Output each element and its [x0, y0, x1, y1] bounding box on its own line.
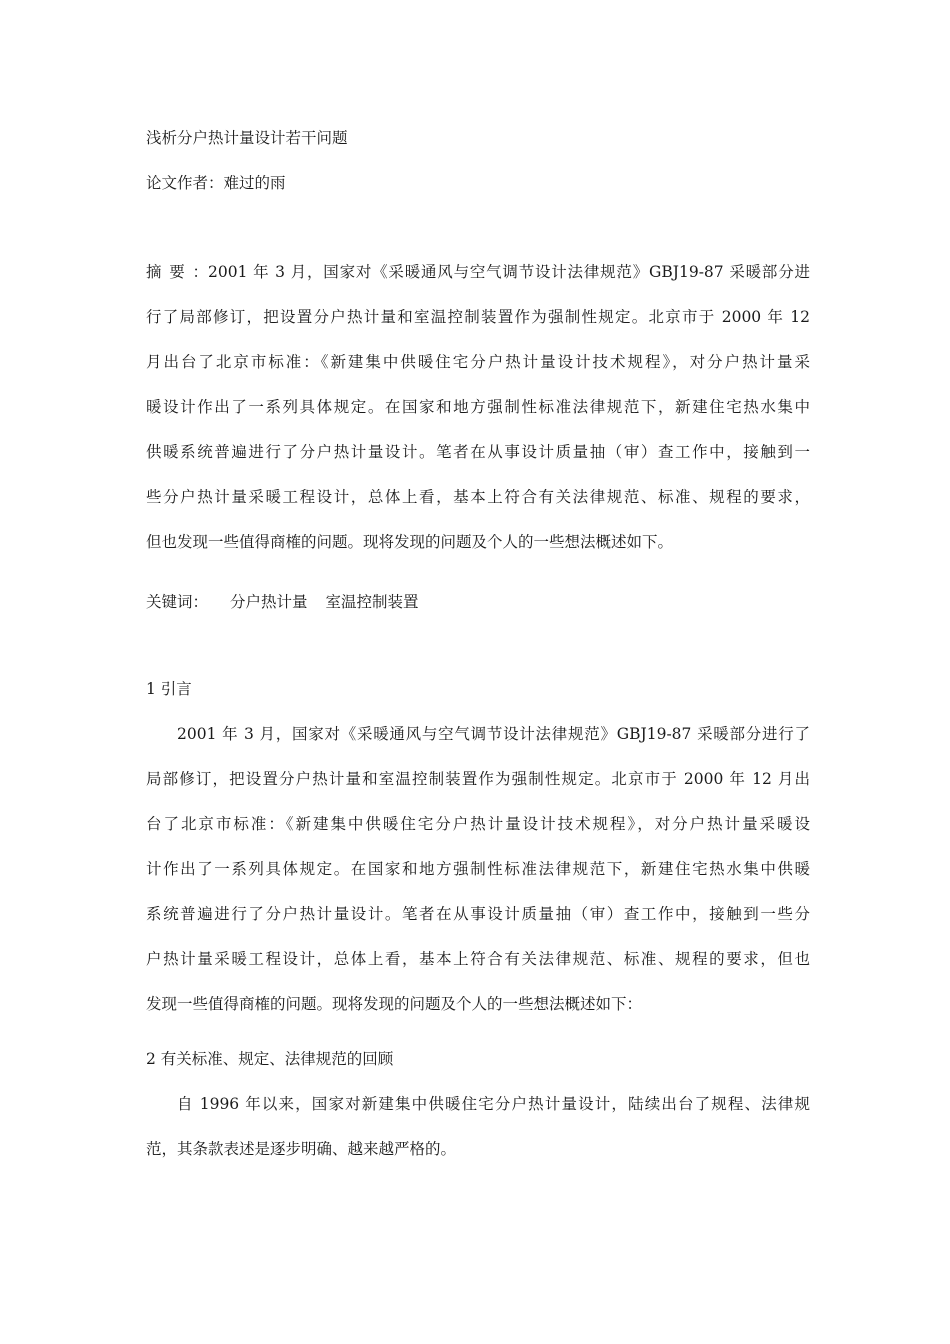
paragraph-line: 自 1996 年以来，国家对新建集中供暖住宅分户热计量设计，陆续出台了规程、法律规 — [177, 1095, 810, 1113]
section-heading: 2 有关标准、规定、法律规范的回顾 — [146, 1050, 394, 1068]
abstract-line: 但也发现一些值得商榷的问题。现将发现的问题及个人的一些想法概述如下。 — [146, 533, 674, 551]
keyword-item: 分户热计量 — [230, 593, 308, 611]
paragraph-line: 局部修订，把设置分户热计量和室温控制装置作为强制性规定。北京市于 2000 年 12 月出 — [146, 770, 810, 788]
paragraph-line: 范，其条款表述是逐步明确、越来越严格的。 — [146, 1140, 457, 1158]
abstract-line: 供暖系统普遍进行了分户热计量设计。笔者在从事设计质量抽（审）查工作中，接触到一 — [146, 443, 810, 461]
keywords-label: 关键词： — [146, 593, 209, 611]
paragraph-line: 计作出了一系列具体规定。在国家和地方强制性标准法律规范下，新建住宅热水集中供暖 — [146, 860, 810, 878]
abstract-label: 摘要： — [146, 263, 208, 281]
paragraph-line: 台了北京市标准：《新建集中供暖住宅分户热计量设计技术规程》，对分户热计量采暖设 — [146, 815, 810, 833]
paragraph-line: 系统普遍进行了分户热计量设计。笔者在从事设计质量抽（审）查工作中，接触到一些分 — [146, 905, 810, 923]
abstract-line: 行了局部修订，把设置分户热计量和室温控制装置作为强制性规定。北京市于 2000 年 12 — [146, 308, 810, 326]
abstract-line: 些分户热计量采暖工程设计，总体上看，基本上符合有关法律规范、标准、规程的要求， — [146, 488, 810, 506]
paragraph-line: 户热计量采暖工程设计，总体上看，基本上符合有关法律规范、标准、规程的要求，但也 — [146, 950, 810, 968]
document-title: 浅析分户热计量设计若干问题 — [146, 129, 348, 147]
section2-paragraph — [146, 1082, 810, 1172]
abstract-line: 摘要：2001 年 3 月，国家对《采暖通风与空气调节设计法律规范》GBJ19-87 采暖部分进 — [146, 250, 810, 295]
abstract-paragraph — [146, 250, 810, 565]
keywords-line — [146, 580, 810, 625]
section-heading: 1 引言 — [146, 680, 192, 698]
abstract-line: 月出台了北京市标准：《新建集中供暖住宅分户热计量设计技术规程》，对分户热计量采 — [146, 353, 810, 371]
abstract-line: 暖设计作出了一系列具体规定。在国家和地方强制性标准法律规范下，新建住宅热水集中 — [146, 398, 810, 416]
keyword-item: 室温控制装置 — [325, 593, 419, 611]
paragraph-line: 发现一些值得商榷的问题。现将发现的问题及个人的一些想法概述如下： — [146, 995, 643, 1013]
author-line: 论文作者：难过的雨 — [146, 174, 286, 192]
section1-paragraph — [146, 712, 810, 1027]
paragraph-line: 2001 年 3 月，国家对《采暖通风与空气调节设计法律规范》GBJ19-87 采暖部分进行了 — [177, 725, 810, 743]
